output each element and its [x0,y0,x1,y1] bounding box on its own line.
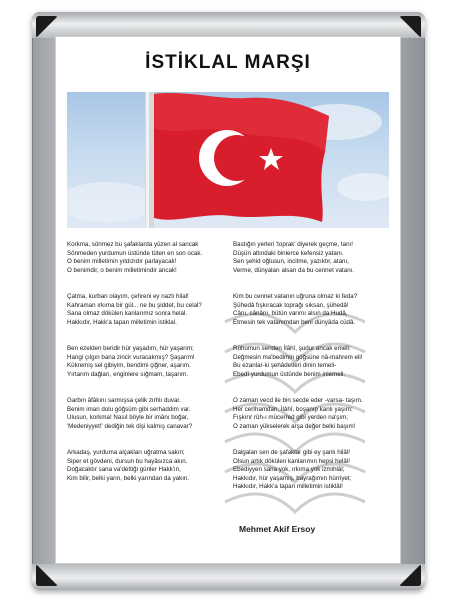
verse-line: Hakkıdır, Hakk'a tapan milletimin istiklal. [67,318,177,326]
verse-line: Etmesin tek vatanımdan beni dünyâda cüdâ. [233,318,356,326]
verse-line: Kim bu cennet vatanın uğruna olmaz ki feda? [233,293,358,300]
verse-line: Garbın âfâkını sarmışsa çelik zırhlı duvar. [67,397,181,404]
stanza [67,293,223,341]
verse-line: O zaman vecd ile bin secde eder -varsa- taşım. [233,397,363,404]
verse-line: Hakkıdır, Hakk'a tapan milletimin istiklâl! [233,483,343,491]
stanza [233,345,389,393]
turkish-flag-image [67,92,389,228]
stanza [67,241,223,289]
right-column [233,241,389,501]
poster-sheet [55,36,401,564]
frame-bottom-rail [32,564,425,590]
verse-line: Rûhumun senden İlâhî, şudur ancak emeli: [233,345,351,352]
verse-line: Siper et gövdeni, dursun bu hayâsızca akın. [67,457,188,465]
stanza [67,449,223,497]
verse-line: Olsun artık dökülen kanlarımın hepsi helâl! [233,457,350,465]
verse-line: Kim bilir, belki yarın, belki yarından da yakın. [67,474,190,482]
verse-line: Sönmeden yurdumun üstünde tüten en son ocak. [67,249,203,257]
verse-line: Korkma, sönmez bu şafaklarda yüzen al sancak [67,241,199,248]
left-column [67,241,223,501]
verse-line: Hakkıdır, hür yaşamış, bayrağımın hürriyet; [233,474,352,482]
verse-line: Ben ezelden beridir hür yaşadım, hür yaşarım; [67,345,194,352]
frame-top-rail [32,12,425,38]
verse-line: Doğacaktır sana va'dettiği günler Hakk'ın, [67,466,181,474]
verse-line: Arkadaş, yurduma alçakları uğratma sakın; [67,449,185,456]
verse-line: Sen şehid oğlusun, incitme, yazıktır, atanı, [233,258,349,266]
anthem-text [67,241,389,501]
verse-line: 'Medeniyyet!' dediğin tek dişi kalmış canavar? [67,422,193,430]
poster-title: İSTİKLAL MARŞI [145,52,311,73]
flag-photo [67,92,389,228]
verse-line: Ulusun, korkma! Nasıl böyle bir imânı boğar, [67,414,189,422]
verse-line: Yırtarım dağları, enginlere sığmam, taşarım. [67,370,189,378]
stanza [233,293,389,341]
verse-line: O benim milletimin yıldızıdır parlayacak! [67,258,177,266]
verse-line: Kükremiş sel gibiyim, bendimi çiğner, aşarım. [67,362,191,370]
verse-line: Dalgalan sen de şafaklar gibi ey şanlı hilâl! [233,449,350,456]
verse-line: Hangi çılgın bana zincir vuracakmış? Şaşarım! [67,353,195,361]
verse-line: Çatma, kurban olayım, çehreni ey nazlı hilal! [67,293,189,300]
verse-line: Benim iman dolu göğsüm gibi serhaddim var. [67,405,191,413]
verse-line: Şühedâ fışkıracak toprağı sıksan, şühedâ! [233,301,349,309]
author-signature: Mehmet Akif Ersoy [239,524,316,534]
verse-line: Fışkırır rûh-ı mücerred gibi yerden na'şım; [233,414,348,422]
verse-line: Cânı, cânânı, bütün varımı alsın da Hudâ, [233,310,348,318]
stanza [67,345,223,393]
stanza [233,241,389,289]
verse-line: Ebedî yurdumun üstünde benim inlemeli. [233,370,346,378]
verse-line: O zaman yükselerek arşa değer belki başım! [233,422,356,430]
verse-line: Ebediyyen sana yok, ırkıma yok izmihlâl; [233,466,345,474]
stanza [233,449,389,497]
verse-line: Değmesin ma'bedimin göğsüne nâ-mahrem eli! [233,353,363,361]
verse-line: Bu ezanlar-ki şehâdetleri dinin temeli- [233,362,337,370]
stanza [233,397,389,445]
verse-line: Her cerîhamdan, İlâhî, boşanıp kanlı yaşım; [233,405,353,413]
stanza [67,397,223,445]
verse-line: Verme, dünyaları alsan da bu cennet vatanı. [233,266,355,274]
verse-line: O benimdir, o benim milletimindir ancak! [67,266,177,274]
verse-line: Kahraman ırkıma bir gül... ne bu şiddet, bu celal? [67,301,202,309]
verse-line: Düşün altındaki binlerce kefensiz yatanı. [233,249,344,257]
verse-line: Bastığın yerleri 'toprak' diyerek geçme, tanı! [233,241,353,248]
verse-line: Sana olmaz dökülen kanlarımız sonra helal. [67,310,188,318]
